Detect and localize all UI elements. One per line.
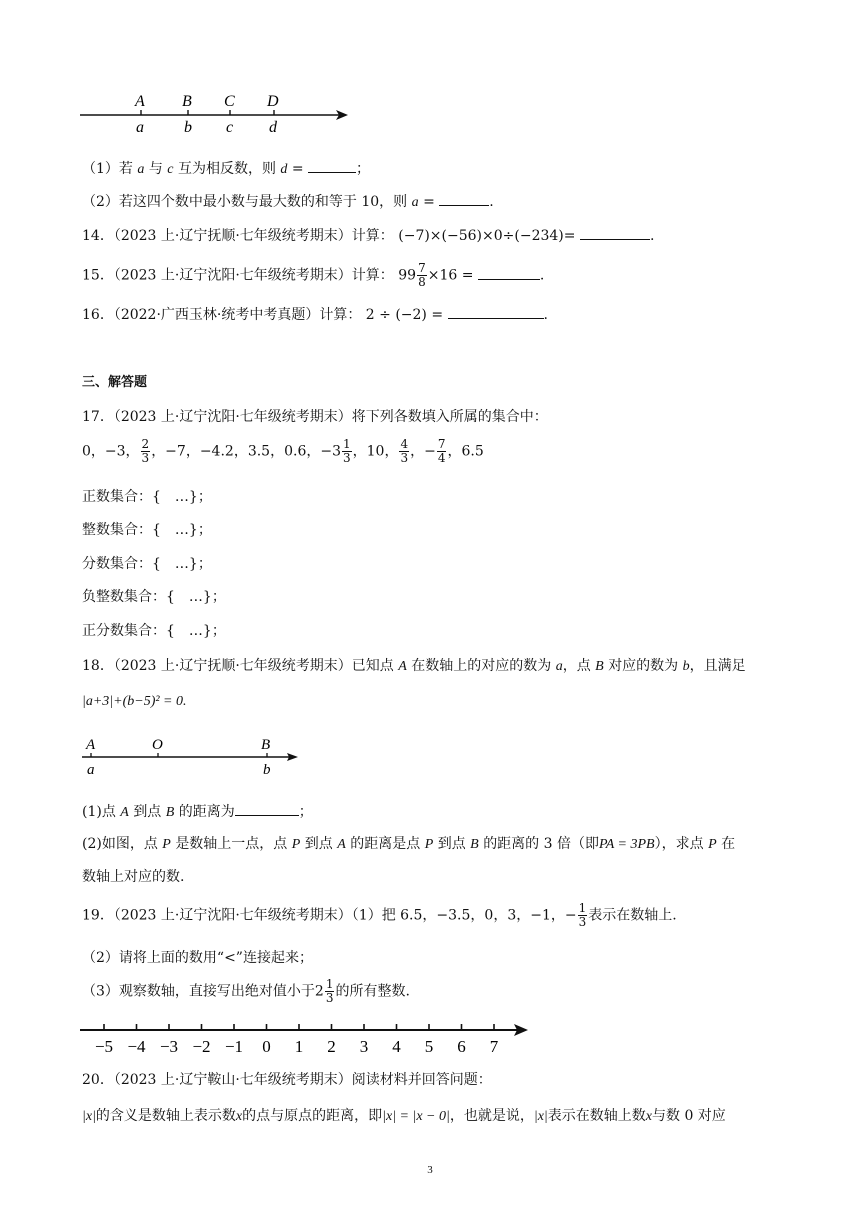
point-b: B xyxy=(470,837,479,852)
mixed-whole: 2 xyxy=(314,983,324,1000)
axis-tick-label: −4 xyxy=(127,1037,146,1056)
point-label-o: O xyxy=(152,737,163,753)
q18-text: ； xyxy=(298,804,313,820)
axis-tick-label: 2 xyxy=(327,1037,336,1056)
q18-text: (2)如图，点 xyxy=(82,836,158,852)
axis-tick-label: −3 xyxy=(159,1037,179,1056)
point-p: P xyxy=(291,837,301,852)
q18-text: 到点 xyxy=(304,836,333,852)
value-label-b: b xyxy=(263,762,271,778)
fraction-numerator: 1 xyxy=(578,901,587,915)
fraction-denominator: 3 xyxy=(141,451,150,465)
point-b: B xyxy=(165,805,175,820)
axis-tick-label: 5 xyxy=(424,1037,434,1056)
point-label-d-upper: D xyxy=(267,93,279,110)
q20-text: 表示在数轴上数 xyxy=(547,1108,646,1124)
q13-part1 xyxy=(82,158,370,180)
point-b: B xyxy=(595,659,604,674)
q18-text: (1)点 xyxy=(82,804,116,820)
q20-text: 的含义是数轴上表示数 xyxy=(95,1108,236,1124)
q18-text: 对应的数为 xyxy=(608,658,679,674)
axis-tick-label: 7 xyxy=(489,1037,499,1056)
fraction-numerator: 2 xyxy=(141,437,150,451)
fraction-denominator: 3 xyxy=(578,915,587,929)
q14 xyxy=(82,225,654,246)
axis-tick-label: −1 xyxy=(224,1037,244,1056)
answer-blank[interactable] xyxy=(478,265,540,280)
q18-text: ，点 xyxy=(562,658,591,674)
q18-line1 xyxy=(82,656,746,677)
q19-line1 xyxy=(82,902,677,929)
abs-x: |x| xyxy=(82,1109,96,1124)
fraction-denominator: 4 xyxy=(437,451,446,465)
point-label-c-upper: C xyxy=(224,93,235,110)
integer-number-line xyxy=(78,1018,538,1060)
q15-end: . xyxy=(539,267,545,284)
axis-tick-label: 6 xyxy=(457,1037,466,1056)
axis-tick-label: −2 xyxy=(192,1037,211,1056)
number-list-part: ，− xyxy=(410,443,436,460)
value-label-a: a xyxy=(136,119,144,136)
fraction-numerator: 4 xyxy=(400,437,409,451)
fraction xyxy=(417,262,427,289)
q18-text: 的距离是点 xyxy=(350,836,421,852)
axis-tick-label: 4 xyxy=(392,1037,401,1056)
q20-text: 的点与原点的距离，即 xyxy=(242,1108,383,1124)
q18-text: 到点 xyxy=(437,836,466,852)
point-a: A xyxy=(398,659,407,674)
fraction xyxy=(578,902,588,929)
q18-text: 是数轴上一点，点 xyxy=(175,836,288,852)
section-heading: 三、解答题 xyxy=(82,375,148,390)
q19-part3 xyxy=(82,978,410,1005)
var-c: c xyxy=(167,162,174,177)
var-b: b xyxy=(682,659,690,674)
q13-p1-mid: 与 xyxy=(148,161,163,177)
var-d: d xyxy=(280,162,288,177)
q13-p1-prefix: （1）若 xyxy=(82,161,133,177)
point-p: P xyxy=(424,837,434,852)
eq-sign: = xyxy=(291,161,304,177)
var-a: a xyxy=(411,195,419,210)
eq-sign: = xyxy=(423,194,435,210)
q19-text: 表示在数轴上. xyxy=(588,907,677,924)
point-label-b-upper: B xyxy=(182,93,192,110)
var-x: x xyxy=(645,1109,652,1124)
axis-tick-label: 1 xyxy=(294,1037,304,1056)
equation: PA = 3PB xyxy=(599,837,655,852)
q18-text: ，且满足 xyxy=(689,658,746,674)
minus-sign: − xyxy=(564,907,577,924)
value-label-d: d xyxy=(269,119,277,136)
value-label-b: b xyxy=(184,119,192,136)
fraction xyxy=(342,438,352,465)
q18-part2-line2: 数轴上对应的数. xyxy=(82,869,185,885)
q18-text: 到点 xyxy=(133,804,162,820)
number-list-part: ，10， xyxy=(352,443,399,460)
answer-blank[interactable] xyxy=(439,191,489,206)
q14-end: . xyxy=(649,228,655,244)
number-list-part: ，−7，−4.2，3.5，0.6，−3 xyxy=(151,443,341,460)
value-label-a: a xyxy=(87,762,95,778)
point-label-a-upper: A xyxy=(135,93,145,110)
set-fraction: 分数集合：{ …}； xyxy=(82,556,212,572)
q18-part1 xyxy=(82,801,313,823)
point-a: A xyxy=(337,837,346,852)
q18-text: 在 xyxy=(721,836,736,852)
number-list-part: 0，−3， xyxy=(82,443,140,460)
answer-blank[interactable] xyxy=(235,801,299,816)
q13-p1-end: ； xyxy=(356,161,371,177)
fraction-numerator: 7 xyxy=(437,437,446,451)
fraction-numerator: 7 xyxy=(418,261,426,275)
q15-rest: ×16 = xyxy=(427,267,474,284)
number-list-part: ，6.5 xyxy=(447,443,484,460)
fraction-denominator: 3 xyxy=(400,451,409,465)
q18-text: 18．（2023 上·辽宁抚顺·七年级统考期末）已知点 xyxy=(82,658,394,674)
q13-p2-end: . xyxy=(489,194,494,210)
number-line-aob xyxy=(80,735,310,780)
q13-p2-text: （2）若这四个数中最小数与最大数的和等于 10，则 xyxy=(82,194,408,210)
equation-end: . xyxy=(183,694,187,709)
var-x: x xyxy=(235,1109,243,1124)
q19-part2: （2）请将上面的数用“<”连接起来； xyxy=(82,950,313,966)
q16-end: . xyxy=(543,307,548,323)
abs-x: |x| xyxy=(533,1109,548,1124)
answer-blank[interactable] xyxy=(308,158,356,173)
set-negative-integer: 负整数集合：{ …}； xyxy=(82,589,226,605)
axis-tick-label: 3 xyxy=(359,1037,369,1056)
q20-text: ，也就是说， xyxy=(449,1108,534,1124)
answer-blank[interactable] xyxy=(448,304,544,319)
q19-number: −1， xyxy=(530,907,565,924)
point-label-a: A xyxy=(86,737,96,753)
var-a: a xyxy=(555,659,563,674)
page-number: 3 xyxy=(427,1164,433,1176)
q20-text: 与数 0 对应 xyxy=(652,1108,726,1124)
fraction-numerator: 1 xyxy=(343,437,351,451)
q16-expression: 2 ÷ (−2) = xyxy=(365,307,444,323)
q19-text: 19．（2023 上·辽宁沈阳·七年级统考期末）（1）把 6.5，−3.5，0，3， xyxy=(82,907,531,924)
q18-text: 的距离的 3 倍（即 xyxy=(483,836,599,852)
fraction xyxy=(437,438,447,465)
point-a: A xyxy=(120,805,129,820)
point-p: P xyxy=(162,837,171,852)
q13-part2 xyxy=(82,191,494,213)
fraction-denominator: 8 xyxy=(418,275,426,289)
fraction xyxy=(399,438,409,465)
mixed-whole: 99 xyxy=(398,267,417,284)
q18-equation xyxy=(82,692,187,712)
fraction xyxy=(141,438,151,465)
q16-text: 16．（2022·广西玉林·统考中考真题）计算： xyxy=(82,307,362,323)
point-p: P xyxy=(708,837,717,852)
q14-text: 14．（2023 上·辽宁抚顺·七年级统考期末）计算： xyxy=(82,228,394,244)
number-line-abcd xyxy=(78,88,358,138)
equation: |a+3|+(b−5)² = 0 xyxy=(82,694,184,709)
axis-tick-label: −5 xyxy=(94,1037,114,1056)
q13-p1-text: 互为相反数，则 xyxy=(177,161,276,177)
q15-text: 15．（2023 上·辽宁沈阳·七年级统考期末）计算： xyxy=(82,267,394,284)
q18-text: 的距离为 xyxy=(178,804,235,820)
q20-line1: 20．（2023 上·辽宁鞍山·七年级统考期末）阅读材料并回答问题： xyxy=(82,1072,492,1088)
fraction-numerator: 1 xyxy=(325,977,334,991)
set-positive: 正数集合：{ …}； xyxy=(82,489,212,505)
q19-text: （3）观察数轴，直接写出绝对值小于 xyxy=(82,983,315,1000)
fraction-denominator: 3 xyxy=(343,451,351,465)
var-a: a xyxy=(137,162,145,177)
fraction-denominator: 3 xyxy=(325,991,334,1005)
q18-text: 在数轴上的对应的数为 xyxy=(411,658,552,674)
point-label-b: B xyxy=(261,737,271,753)
q18-text: ），求点 xyxy=(654,836,704,852)
q17-text: 17．（2023 上·辽宁沈阳·七年级统考期末）将下列各数填入所属的集合中： xyxy=(82,409,548,425)
fraction xyxy=(325,978,335,1005)
q15 xyxy=(82,262,544,289)
q18-part2 xyxy=(82,834,735,855)
equation: |x| = |x − 0| xyxy=(382,1109,450,1124)
set-positive-fraction: 正分数集合：{ …}； xyxy=(82,623,226,639)
answer-blank[interactable] xyxy=(580,225,650,240)
q14-expression: (−7)×(−56)×0÷(−234)= xyxy=(398,228,576,244)
axis-tick-label: 0 xyxy=(262,1037,271,1056)
q17-numbers xyxy=(82,438,484,465)
value-label-c: c xyxy=(226,119,234,136)
q19-text: 的所有整数. xyxy=(335,983,410,1000)
q16 xyxy=(82,304,548,325)
q20-line2 xyxy=(82,1106,726,1127)
set-integer: 整数集合：{ …}； xyxy=(82,522,212,538)
